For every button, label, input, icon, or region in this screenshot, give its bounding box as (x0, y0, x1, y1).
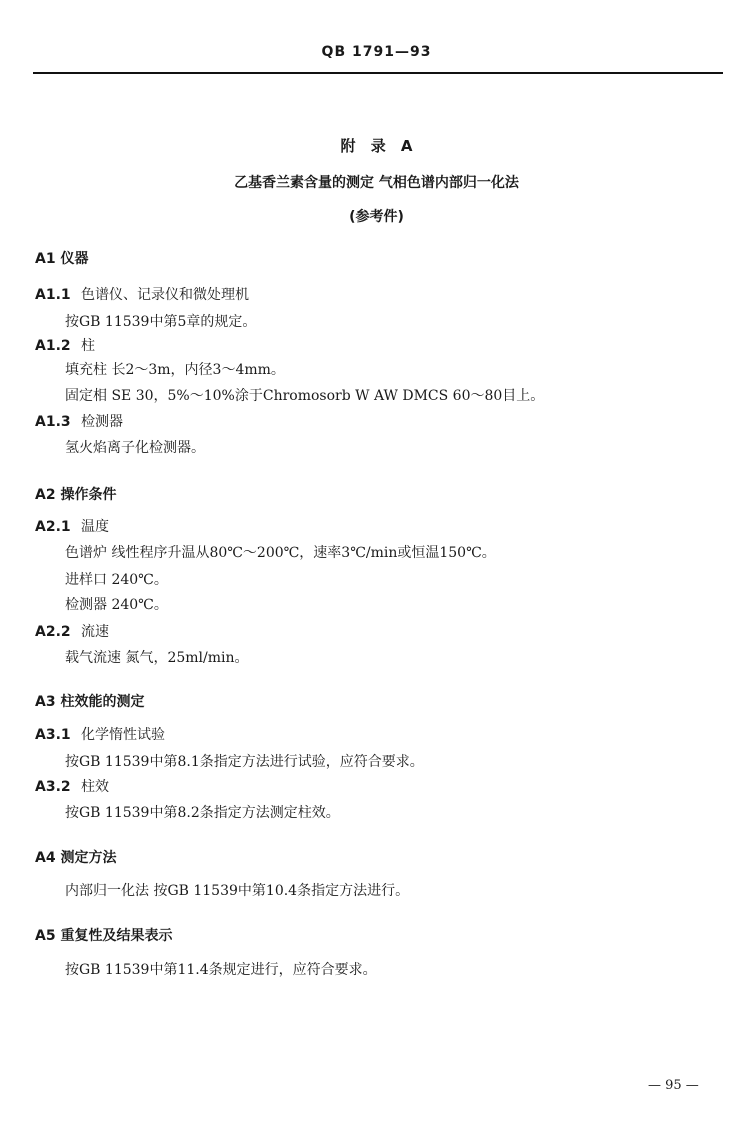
page-number: — 95 — (648, 1078, 699, 1093)
subsection-title: 柱 (81, 338, 95, 354)
subsection-a2-2 (35, 621, 109, 641)
subsection-a3-1 (35, 724, 165, 744)
subsection-number: A1.3 (35, 414, 71, 430)
section-heading-a1: A1 仪器 (35, 251, 89, 267)
body-line: 检测器 240℃。 (65, 597, 168, 613)
header-rule (33, 72, 723, 74)
section-heading-a3: A3 柱效能的测定 (35, 694, 145, 710)
body-line: 进样口 240℃。 (65, 572, 168, 588)
subsection-number: A1.2 (35, 338, 71, 354)
subsection-a1-1 (35, 284, 249, 304)
document-code-header: QB 1791—93 (321, 44, 432, 60)
body-line: 按GB 11539中第5章的规定。 (65, 314, 257, 330)
subsection-title: 色谱仪、记录仪和微处理机 (81, 287, 249, 303)
subsection-number: A2.2 (35, 624, 71, 640)
body-line: 填充柱 长2～3m，内径3～4mm。 (65, 362, 285, 378)
subsection-number: A2.1 (35, 519, 71, 535)
section-heading-a2: A2 操作条件 (35, 487, 117, 503)
subsection-a2-1 (35, 516, 109, 536)
subsection-title: 温度 (81, 519, 109, 535)
body-line: 载气流速 氮气，25ml/min。 (65, 650, 249, 666)
subsection-a3-2 (35, 776, 109, 796)
body-line: 按GB 11539中第8.2条指定方法测定柱效。 (65, 805, 340, 821)
subsection-number: A3.2 (35, 779, 71, 795)
body-line: 氢火焰离子化检测器。 (65, 440, 205, 456)
subsection-title: 流速 (81, 624, 109, 640)
subsection-title: 检测器 (81, 414, 123, 430)
body-line: 固定相 SE 30，5%～10%涂于Chromosorb W AW DMCS 60～80目上。 (65, 388, 545, 404)
subsection-title: 柱效 (81, 779, 109, 795)
subsection-number: A3.1 (35, 727, 71, 743)
section-heading-a5: A5 重复性及结果表示 (35, 928, 173, 944)
appendix-label: 附 录 A (340, 137, 413, 155)
subsection-title: 化学惰性试验 (81, 727, 165, 743)
subsection-number: A1.1 (35, 287, 71, 303)
body-line: 内部归一化法 按GB 11539中第10.4条指定方法进行。 (65, 883, 410, 899)
body-line: 色谱炉 线性程序升温从80℃～200℃，速率3℃/min或恒温150℃。 (65, 545, 496, 561)
appendix-subtitle: (参考件) (349, 209, 404, 225)
body-line: 按GB 11539中第8.1条指定方法进行试验，应符合要求。 (65, 754, 424, 770)
appendix-title: 乙基香兰素含量的测定 气相色谱内部归一化法 (234, 175, 519, 191)
subsection-a1-3 (35, 411, 123, 431)
subsection-a1-2 (35, 335, 95, 355)
body-line: 按GB 11539中第11.4条规定进行，应符合要求。 (65, 962, 377, 978)
section-heading-a4: A4 测定方法 (35, 850, 117, 866)
